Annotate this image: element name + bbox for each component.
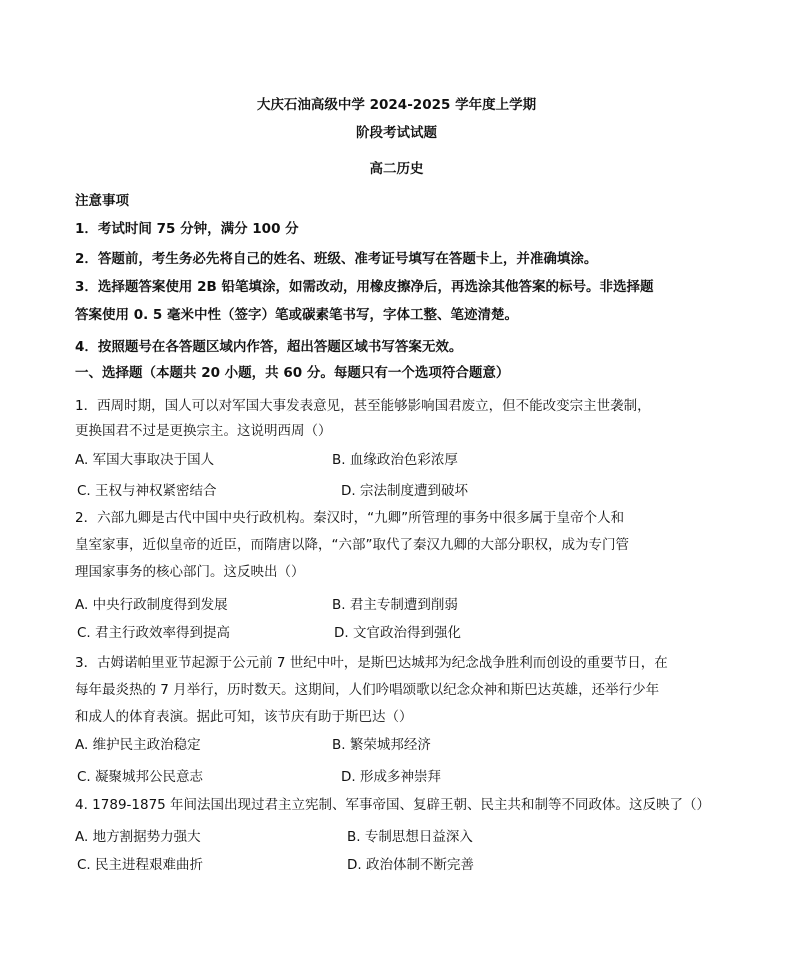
question-text: 4. 1789-1875 年间法国出现过君主立宪制、军事帝国、复辟王朝、民主共和制等不同政体。这反映了（） (75, 797, 711, 813)
option-a: A. 维护民主政治稳定 (75, 737, 201, 753)
option-b: B. 血缘政治色彩浓厚 (332, 452, 458, 468)
question-text: 每年最炎热的 7 月举行，历时数天。这期间，人们吟唱颂歌以纪念众神和斯巴达英雄，还举行少年 (75, 682, 660, 698)
exam-subject: 高二历史 (369, 161, 424, 177)
question-text: 皇室家事，近似皇帝的近臣，而隋唐以降，“六部”取代了秦汉九卿的大部分职权，成为专门管 (75, 537, 629, 553)
option-d: D. 形成多神崇拜 (341, 769, 441, 785)
option-a: A. 中央行政制度得到发展 (75, 597, 228, 613)
notice-item: 4．按照题号在各答题区域内作答，超出答题区域书写答案无效。 (75, 339, 463, 355)
notice-item: 2．答题前，考生务必先将自己的姓名、班级、准考证号填写在答题卡上，并准确填涂。 (75, 251, 598, 267)
question-text: 1．西周时期，国人可以对军国大事发表意见，甚至能够影响国君废立，但不能改变宗主世袭制， (75, 398, 651, 414)
option-c: C. 民主进程艰难曲折 (77, 857, 204, 873)
option-b: B. 专制思想日益深入 (347, 829, 473, 845)
notice-item: 1．考试时间 75 分钟，满分 100 分 (75, 221, 299, 237)
option-c: C. 君主行政效率得到提高 (77, 625, 231, 641)
option-d: D. 宗法制度遭到破坏 (341, 483, 468, 499)
option-c: C. 王权与神权紧密结合 (77, 483, 217, 499)
exam-subtitle: 阶段考试试题 (356, 125, 437, 141)
section-heading: 一、选择题（本题共 20 小题，共 60 分。每题只有一个选项符合题意） (75, 365, 510, 381)
option-a: A. 军国大事取决于国人 (75, 452, 215, 468)
option-b: B. 君主专制遭到削弱 (332, 597, 458, 613)
question-text: 3．古姆诺帕里亚节起源于公元前 7 世纪中叶，是斯巴达城邦为纪念战争胜利而创设的重要节日，在 (75, 655, 668, 671)
question-text: 理国家事务的核心部门。这反映出（） (75, 564, 305, 580)
option-d: D. 文官政治得到强化 (334, 625, 461, 641)
notice-heading: 注意事项 (75, 193, 129, 209)
exam-title: 大庆石油高级中学 2024-2025 学年度上学期 (256, 97, 537, 113)
option-b: B. 繁荣城邦经济 (332, 737, 431, 753)
notice-item: 答案使用 0. 5 毫米中性（签字）笔或碳素笔书写，字体工整、笔迹清楚。 (75, 307, 519, 323)
option-d: D. 政治体制不断完善 (347, 857, 474, 873)
question-text: 更换国君不过是更换宗主。这说明西周（） (75, 423, 332, 439)
question-text: 和成人的体育表演。据此可知，该节庆有助于斯巴达（） (75, 709, 413, 725)
question-text: 2．六部九卿是古代中国中央行政机构。秦汉时，“九卿”所管理的事务中很多属于皇帝个人和 (75, 510, 625, 526)
notice-item: 3．选择题答案使用 2B 铅笔填涂，如需改动，用橡皮擦净后，再选涂其他答案的标号。非选择题 (75, 279, 654, 295)
option-a: A. 地方割据势力强大 (75, 829, 201, 845)
option-c: C. 凝聚城邦公民意志 (77, 769, 204, 785)
